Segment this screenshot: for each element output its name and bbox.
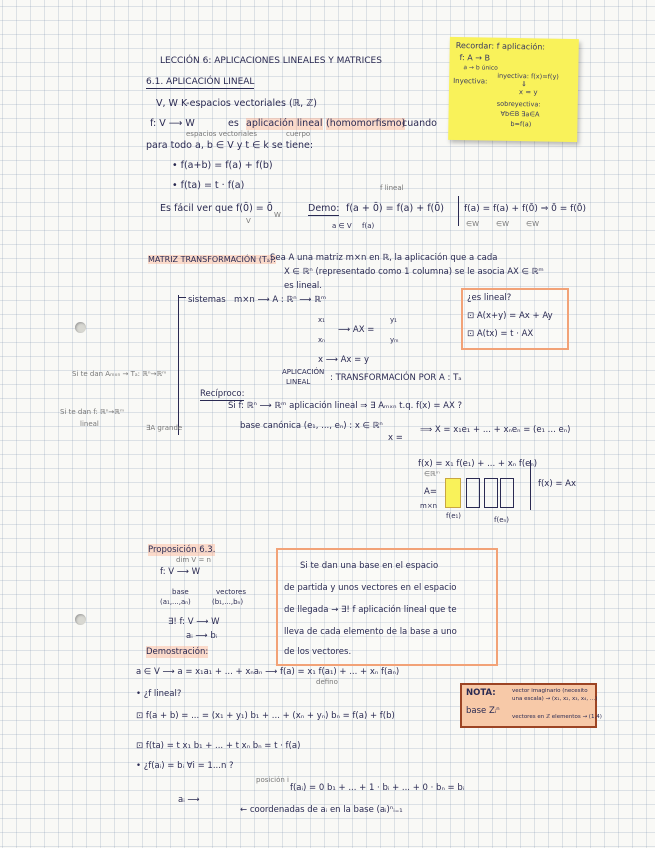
note-line: vector imaginario (necesito: [512, 688, 588, 694]
lesson-title: LECCIÓN 6: APLICACIONES LINEALES Y MATRICES: [160, 56, 382, 66]
demo-eq: ⊡ f(a + b) = ... = (x₁ + y₁) b₁ + ... + (xₙ + yₙ) bₙ = f(a) + f(b): [136, 711, 395, 721]
sticky-note: [448, 37, 579, 142]
matrix-section-title: MATRIZ TRANSFORMACIÓN (Tₐ):: [148, 255, 276, 264]
vector-entry: yₘ: [390, 336, 399, 344]
reciprocal-line: Si f: ℝⁿ ⟶ ℝᵐ aplicación lineal ⇒ ∃ Aₘₓₙ t.q. f(x) = AX ?: [228, 401, 463, 411]
is-linear-question: ¿es lineal?: [467, 293, 512, 303]
aplic-label: LINEAL: [286, 378, 311, 386]
vector-spaces-line: V, W K-espacios vectoriales (ℝ, ℤ): [156, 98, 317, 109]
sticky-line: a → b único: [463, 64, 498, 72]
definition-homomorphism: (homomorfismo): [326, 118, 406, 129]
demo-eq: ⊡ f(ta) = t x₁ b₁ + ... + t xₙ bₙ = t · f(a): [136, 741, 301, 751]
vector-entry: xₙ: [318, 336, 325, 344]
section-title: 6.1. APLICACIÓN LINEAL: [146, 77, 255, 87]
annotation: W: [274, 211, 281, 219]
demo-eq: f(aᵢ) = 0 b₁ + ... + 1 · bᵢ + ... + 0 · bₙ = bᵢ: [290, 783, 465, 793]
annotation: posición i: [256, 776, 290, 784]
margin-note: Si te dan Aₘₓₙ → Tₐ: ℝⁿ→ℝᵐ: [72, 370, 167, 378]
matrix-column-highlight: [445, 478, 461, 508]
fx-equals-ax: f(x) = Ax: [538, 479, 577, 489]
fx-expansion: f(x) = x₁ f(e₁) + ... + xₙ f(eₙ): [418, 459, 538, 469]
sticky-line: f: A → B: [459, 53, 491, 63]
vector-entry: x₁: [318, 316, 325, 324]
prop-vectores: vectores: [216, 588, 247, 596]
definition-highlight: aplicación lineal: [246, 118, 323, 129]
matrix-line: X ∈ ℝⁿ (representado como 1 columna) se le asocia AX ∈ ℝᵐ: [284, 267, 544, 277]
for-all-line: para todo a, b ∈ V y t ∈ k se tiene:: [146, 140, 314, 151]
matrix-line: Sea A una matriz m×n en ℝ, la aplicación que a cada: [270, 253, 498, 263]
punch-hole: [75, 614, 86, 625]
ax-arrow: ⟶ AX =: [338, 325, 375, 335]
annotation: f(a): [362, 222, 375, 230]
annotation: cuerpo: [286, 130, 311, 138]
systems-label: sistemas: [188, 295, 226, 305]
definition-es: es: [228, 118, 239, 129]
annotation: a ∈ V: [332, 222, 352, 230]
sticky-line: Inyectiva:: [453, 76, 488, 86]
annotation: m×n: [420, 502, 438, 510]
canonical-basis: base canónica (e₁, ..., eₙ) : x ∈ ℝⁿ: [240, 421, 383, 431]
reciprocal-label: Recíproco:: [200, 389, 245, 399]
annotation: f(eₙ): [494, 516, 510, 524]
prop-base: base: [172, 588, 189, 596]
prop-box-line: de los vectores.: [284, 647, 352, 657]
demo-question: • ¿f(aᵢ) = bᵢ ∀i = 1...n ?: [136, 761, 234, 771]
demo-line: a ∈ V ⟶ a = x₁a₁ + ... + xₙaₙ ⟶ f(a) = x₁ f(a₁) + ... + xₙ f(aₙ): [136, 667, 400, 677]
margin-note: ∃A grande: [146, 424, 183, 432]
prop-base-vals: (a₁,...,aₙ): [160, 598, 191, 606]
prop-box-line: Si te dan una base en el espacio: [300, 561, 439, 571]
prop-exists: ∃! f: V ⟶ W: [168, 617, 220, 627]
proposition-title: Proposición 6.3.: [148, 545, 216, 555]
definition-cuando: cuando: [402, 118, 437, 129]
matrix-column: [466, 478, 480, 508]
margin-note: lineal: [80, 420, 99, 428]
annotation: ∈W: [526, 220, 540, 228]
prop-box-line: lleva de cada elemento de la base a uno: [284, 627, 457, 637]
sticky-line: Recordar: f aplicación:: [455, 40, 546, 52]
transformation-line: : TRANSFORMACIÓN POR A : Tₐ: [330, 373, 462, 383]
annotation: dim V = n: [176, 556, 211, 564]
matrix-line: es lineal.: [284, 281, 322, 291]
definition-map: f: V ⟶ W: [150, 118, 195, 129]
matrix-a-label: A=: [424, 487, 437, 497]
sticky-line: sobreyectiva:: [496, 99, 541, 109]
check-additive: ⊡ A(x+y) = Ax + Ay: [467, 311, 553, 321]
annotation: ∈W: [466, 220, 480, 228]
annotation: V: [246, 217, 251, 225]
vector-entry: y₁: [390, 316, 397, 324]
demo-question: • ¿f lineal?: [136, 689, 182, 699]
brace: [530, 460, 531, 510]
note-line: una escala) → (x₁, x₂, x₃, x₄, ...): [512, 696, 598, 702]
note-line: vectores en ℤ elementos → (1,4): [512, 714, 602, 720]
note-base: base Zᵢⁿ: [466, 706, 500, 716]
prop-exists-map: aᵢ ⟶ bᵢ: [186, 631, 218, 641]
matrix-column: [500, 478, 514, 508]
additivity: • f(a+b) = f(a) + f(b): [172, 160, 273, 171]
linear-check-box: [461, 288, 569, 350]
easy-to-see: Es fácil ver que f(0̄) = 0̄: [160, 203, 273, 214]
sticky-line: x = y: [518, 88, 538, 97]
margin-note: Si te dan f: ℝⁿ→ℝᵐ: [60, 408, 125, 416]
sticky-line: ∀b∈B ∃a∈A: [500, 109, 540, 119]
demo-equation: f(a + 0̄) = f(a) + f(0̄): [346, 203, 445, 214]
x-expansion: ⟹ X = x₁e₁ + ... + xₙeₙ = (e₁ ... eₙ): [420, 425, 571, 435]
annotation: ∈W: [496, 220, 510, 228]
note-box: [460, 683, 602, 728]
systems-map: m×n ⟶ A : ℝⁿ ⟶ ℝᵐ: [234, 295, 327, 305]
x-def: x =: [388, 433, 403, 443]
demo-label: Demo:: [308, 203, 340, 214]
big-brace: [178, 295, 179, 435]
annotation: ∈ℝᵐ: [424, 470, 441, 478]
demo-label: Demostración:: [146, 647, 209, 657]
prop-map: f: V ⟶ W: [160, 567, 201, 577]
prop-box-line: de llegada → ∃! f aplicación lineal que te: [284, 605, 457, 615]
note-title: NOTA:: [466, 688, 496, 698]
prop-vec-vals: (b₁,...,bₙ): [212, 598, 244, 606]
prop-box-line: de partida y unos vectores en el espacio: [284, 583, 457, 593]
matrix-column: [484, 478, 498, 508]
check-homogeneous: ⊡ A(tx) = t · AX: [467, 329, 534, 339]
annotation: espacios vectoriales: [186, 130, 257, 138]
annotation: defino: [316, 678, 338, 686]
annotation: f(e₁): [446, 512, 462, 520]
sticky-line: b=f(a): [510, 119, 532, 129]
aplic-label: APLICACIÓN: [282, 368, 325, 376]
punch-hole: [75, 322, 86, 333]
demo-left: aᵢ ⟶: [178, 795, 200, 805]
annotation: f lineal: [380, 184, 404, 192]
homogeneity: • f(ta) = t · f(a): [172, 180, 245, 191]
demo-result: f(a) = f(a) + f(0̄) ⇒ 0̄ = f(0̄): [464, 204, 587, 214]
sticky-line: ⇓: [521, 80, 528, 89]
ax-y: x ⟶ Ax = y: [318, 355, 370, 365]
sticky-line: inyectiva: f(x)=f(y): [497, 71, 559, 81]
brace-tick: [178, 297, 186, 298]
proposition-box: [276, 548, 498, 666]
coordinates-line: ← coordenadas de aᵢ en la base (aᵢ)ⁿᵢ₌₁: [240, 805, 403, 815]
brace: [458, 196, 459, 226]
